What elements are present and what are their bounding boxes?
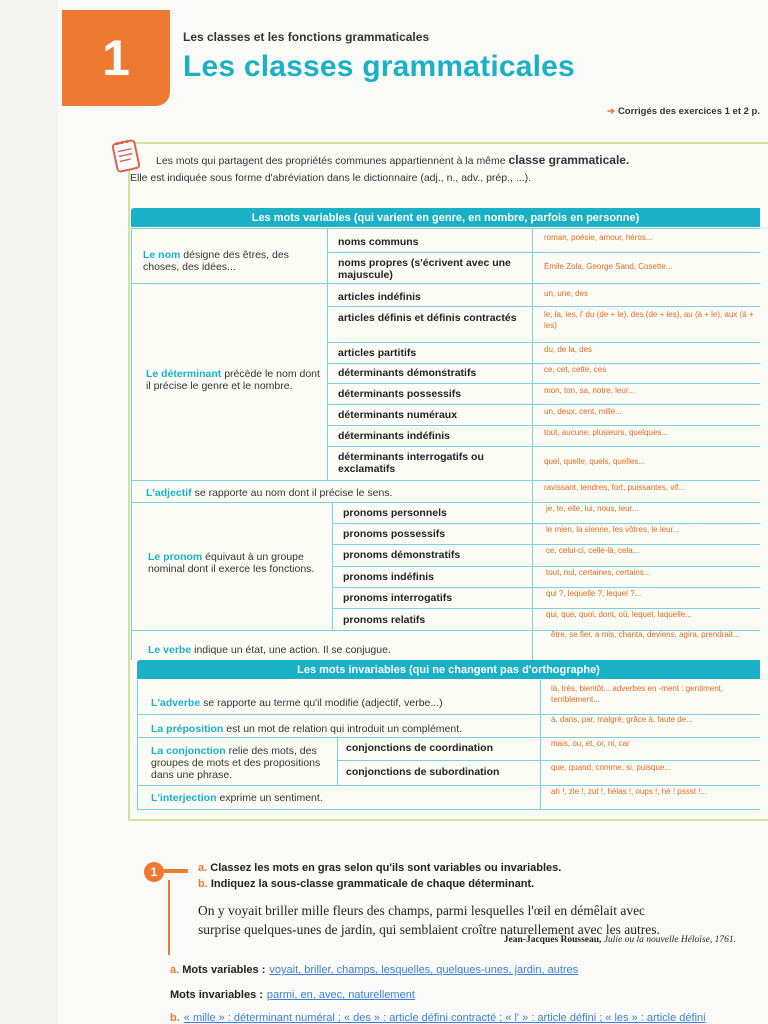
exercise-quote: On y voyait briller mille fleurs des champs, parmi lesquelles l'œil en démêlait avec surprise quelques-unes de jardin, qui semblaient croître naturellement avec les autres. xyxy=(198,903,660,937)
articles-definis: articles définis et définis contractés xyxy=(338,312,517,324)
answer-variables: a. Mots variables : voyait, briller, champs, lesquelles, quelques-unes, jardin, autres xyxy=(170,964,579,976)
pronoms-possessifs: pronoms possessifs xyxy=(343,528,446,540)
pronoms-demonstratifs: pronoms démonstratifs xyxy=(343,549,461,561)
page-title: Les classes grammaticales xyxy=(183,50,575,83)
determinants-possessifs-examples: mon, ton, sa, notre, leur... xyxy=(544,386,635,395)
determinant-definition: Le déterminant précède le nom dont il précise le genre et le nombre. xyxy=(146,368,320,392)
determinants-interrogatifs-examples: quel, quelle, quels, quelles... xyxy=(544,457,645,466)
determinants-interrogatifs: déterminants interrogatifs ou exclamatifs xyxy=(338,451,484,475)
noms-propres-examples: Émile Zola, George Sand, Cosette... xyxy=(544,262,673,271)
determinants-numeraux: déterminants numéraux xyxy=(338,409,458,421)
chapter-badge: 1 xyxy=(62,10,170,106)
articles-partitifs-examples: du, de la, des xyxy=(544,345,593,354)
pronoms-indefinis: pronoms indéfinis xyxy=(343,571,435,583)
preposition-definition: La préposition est un mot de relation qui introduit un complément. xyxy=(151,723,463,735)
nom-definition: Le nom désigne des êtres, des choses, des idées... xyxy=(143,249,289,273)
noms-communs-examples: roman, poésie, amour, héros... xyxy=(544,233,653,242)
pronoms-indefinis-examples: tout, nul, certaines, certains... xyxy=(546,568,651,577)
pronoms-demonstratifs-examples: ce, celui-ci, celle-là, cela... xyxy=(546,546,640,555)
determinants-demonstratifs-examples: ce, cet, cette, ces xyxy=(544,365,607,374)
exercise-vertical-rule xyxy=(168,880,170,955)
conjonctions-coordination-examples: mais, ou, et, or, ni, car xyxy=(551,739,630,748)
pronoms-relatifs-examples: qui, que, quoi, dont, où, lequel, laquelle... xyxy=(546,610,692,619)
noms-propres: noms propres (s'écrivent avec une majuscule) xyxy=(338,257,511,281)
articles-indefinis-examples: un, une, des xyxy=(544,289,589,298)
articles-partitifs: articles partitifs xyxy=(338,347,417,359)
answer-variables-value[interactable]: voyait, briller, champs, lesquelles, quelques-unes, jardin, autres xyxy=(269,964,579,976)
pronoms-interrogatifs: pronoms interrogatifs xyxy=(343,592,453,604)
determinants-numeraux-examples: un, deux, cent, mille... xyxy=(544,407,622,416)
quote-source: Jean-Jacques Rousseau, Julie ou la nouvelle Héloïse, 1761. xyxy=(503,935,736,945)
adverbe-definition: L'adverbe se rapporte au terme qu'il modifie (adjectif, verbe...) xyxy=(151,697,443,709)
conjonctions-coordination: conjonctions de coordination xyxy=(346,742,493,754)
variable-words-header: Les mots variables (qui varient en genre, en nombre, parfois en personne) xyxy=(131,208,760,227)
pronoms-personnels: pronoms personnels xyxy=(343,507,447,519)
pronoms-personnels-examples: je, te, elle, lui, nous, leur... xyxy=(546,504,639,513)
determinants-indefinis: déterminants indéfinis xyxy=(338,430,451,442)
exercise-question-a: a. Classez les mots en gras selon qu'ils sont variables ou invariables. xyxy=(198,862,562,874)
determinants-possessifs: déterminants possessifs xyxy=(338,388,462,400)
conjonctions-subordination: conjonctions de subordination xyxy=(346,766,500,778)
conjonction-definition: La conjonction relie des mots, des groupes de mots et des propositions dans une phrase. xyxy=(151,745,321,781)
invariable-words-header: Les mots invariables (qui ne changent pas d'orthographe) xyxy=(137,660,760,679)
preposition-examples: à, dans, par, malgré, grâce à, faute de... xyxy=(551,715,693,724)
determinants-demonstratifs: déterminants démonstratifs xyxy=(338,367,477,379)
articles-indefinis: articles indéfinis xyxy=(338,291,421,303)
intro-text: Les mots qui partagent des propriétés communes appartiennent à la même classe grammaticale. Elle est indiquée sous forme d'abréviation dans le dictionnaire (adj., n., adv., prép., ...). xyxy=(130,153,630,184)
pronoms-interrogatifs-examples: qui ?, lequelle ?, lequel ?... xyxy=(546,589,642,598)
adjectif-examples: ravissant, tendres, fort, puissantes, vif... xyxy=(544,483,685,492)
exercise-marker-bar xyxy=(164,869,188,873)
answer-invariables-value[interactable]: parmi, en, avec, naturellement xyxy=(266,989,415,1001)
answer-b-value[interactable]: « mille » : déterminant numéral ; « des » : article défini contracté ; « l' » : article défini ; « les » : article défini xyxy=(183,1012,706,1024)
pronoms-relatifs: pronoms relatifs xyxy=(343,614,426,626)
interjection-definition: L'interjection exprime un sentiment. xyxy=(151,792,323,804)
interjection-examples: ah !, zle !, zut !, hélas !, oups !, hé ! pssst !... xyxy=(551,787,708,796)
adjectif-definition: L'adjectif se rapporte au nom dont il précise le sens. xyxy=(146,487,393,499)
verbe-definition: Le verbe indique un état, une action. Il se conjugue. xyxy=(148,644,391,656)
noms-communs: noms communs xyxy=(338,236,419,248)
chapter-subtitle: Les classes et les fonctions grammaticales xyxy=(183,30,430,44)
exercise-number: 1 xyxy=(144,862,164,882)
adverbe-examples: là, très, bientôt... adverbes en -ment : gentiment, terriblement... xyxy=(551,684,724,704)
articles-definis-examples: le, la, les, l' du (de + le), des (de + les), au (à + le), aux (à + les) xyxy=(544,310,754,330)
determinants-indefinis-examples: tout, aucune, plusieurs, quelques... xyxy=(544,428,669,437)
arrow-right-icon: ➜ xyxy=(606,106,615,117)
conjonctions-subordination-examples: que, quand, comme, si, puisque... xyxy=(551,763,672,772)
answer-b: b. « mille » : déterminant numéral ; « des » : article défini contracté ; « l' » : article défini ; « les » : article défini xyxy=(170,1012,706,1024)
exercise-question-b: b. Indiquez la sous-classe grammaticale de chaque déterminant. xyxy=(198,878,535,890)
correction-link[interactable]: ➜ Corrigés des exercices 1 et 2 p. xyxy=(606,106,760,117)
verbe-examples: être, se fier, a mis, chanta, deviens, agira, prendrait... xyxy=(551,630,740,639)
pronom-definition: Le pronom équivaut à un groupe nominal dont il exerce les fonctions. xyxy=(148,551,315,575)
answer-invariables: Mots invariables : parmi, en, avec, naturellement xyxy=(170,989,415,1001)
pronoms-possessifs-examples: le mien, la sienne, les vôtres, le leur... xyxy=(546,525,680,534)
